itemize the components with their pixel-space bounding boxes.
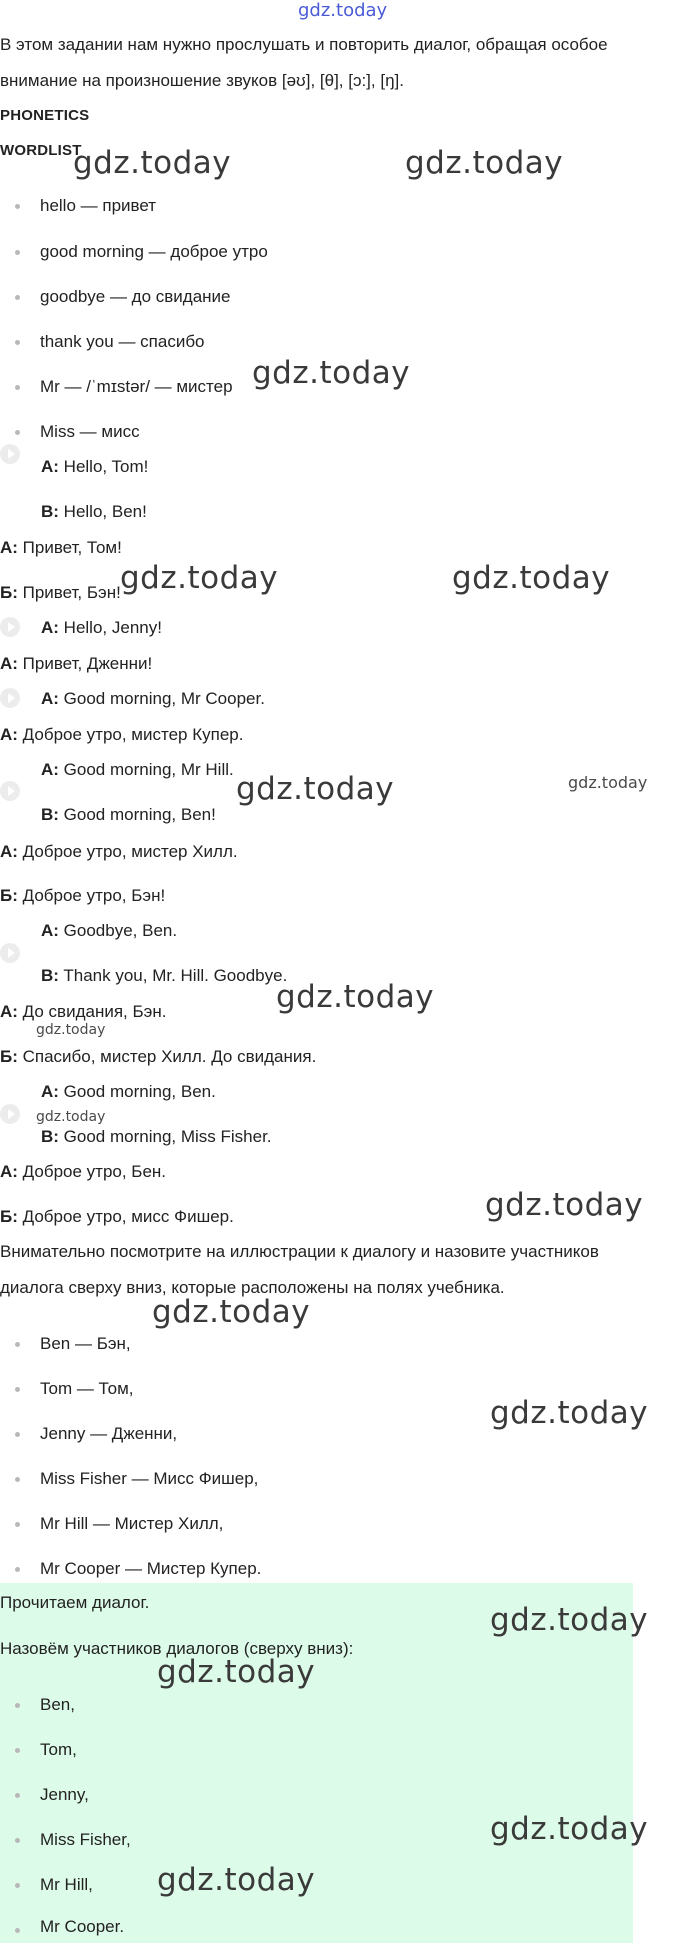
- translation-text: До свидания, Бэн.: [17, 1002, 167, 1021]
- intro-line-2: внимание на произношение звуков [əʊ], [θ], [ɔ:], [ŋ].: [0, 71, 404, 90]
- list-item: hello — привет: [40, 196, 157, 215]
- dialogue-1-translation-a: [0, 539, 122, 556]
- dialogue-3-line-a: [41, 690, 265, 707]
- speaker-label: Б:: [0, 583, 18, 602]
- list-item: Tom,: [40, 1740, 77, 1759]
- speaker-label: A:: [41, 760, 59, 779]
- play-audio-icon[interactable]: [0, 688, 20, 708]
- bullet-icon: [15, 204, 20, 209]
- dialogue-5-translation-a: [0, 1003, 166, 1020]
- bullet-icon: [15, 1928, 20, 1933]
- translation-text: Доброе утро, мистер Купер.: [17, 725, 244, 744]
- translation-text: Доброе утро, мисс Фишер.: [17, 1207, 234, 1226]
- dialogue-text: Hello, Tom!: [58, 457, 149, 476]
- watermark: gdz.today: [490, 1811, 649, 1847]
- speaker-label: B:: [41, 966, 59, 985]
- watermark: gdz.today: [276, 979, 435, 1015]
- translation-text: Доброе утро, Бэн!: [17, 886, 166, 905]
- bullet-icon: [15, 1748, 20, 1753]
- speaker-label: A:: [41, 618, 59, 637]
- dialogue-text: Good morning, Ben.: [58, 1082, 216, 1101]
- speaker-label: A:: [41, 457, 59, 476]
- bullet-icon: [15, 1883, 20, 1888]
- bullet-icon: [15, 1793, 20, 1798]
- speaker-label: А:: [0, 842, 18, 861]
- play-audio-icon[interactable]: [0, 943, 20, 963]
- intro-line-1: В этом задании нам нужно прослушать и повторить диалог, обращая особое: [0, 35, 608, 54]
- answer-line-1: Прочитаем диалог.: [0, 1593, 150, 1612]
- dialogue-3-translation-a: [0, 726, 243, 743]
- list-item: Ben,: [40, 1695, 75, 1714]
- watermark: gdz.today: [73, 145, 232, 181]
- play-audio-icon[interactable]: [0, 617, 20, 637]
- bullet-icon: [15, 295, 20, 300]
- dialogue-text: Goodbye, Ben.: [58, 921, 178, 940]
- translation-text: Привет, Дженни!: [17, 654, 153, 673]
- watermark: gdz.today: [452, 560, 611, 596]
- translation-text: Привет, Бэн!: [17, 583, 121, 602]
- speaker-label: А:: [0, 654, 18, 673]
- watermark: gdz.today: [157, 1654, 316, 1690]
- translation-text: Доброе утро, мистер Хилл.: [17, 842, 238, 861]
- dialogue-4-translation-b: [0, 887, 165, 904]
- list-item: Tom — Том,: [40, 1379, 134, 1398]
- speaker-label: B:: [41, 1127, 59, 1146]
- speaker-label: Б:: [0, 886, 18, 905]
- list-item: goodbye — до свидание: [40, 287, 231, 306]
- phonetics-heading: PHONETICS: [0, 107, 90, 124]
- list-item: Jenny — Дженни,: [40, 1424, 178, 1443]
- bullet-icon: [15, 1838, 20, 1843]
- bullet-icon: [15, 430, 20, 435]
- bullet-icon: [15, 1567, 20, 1572]
- bullet-icon: [15, 340, 20, 345]
- dialogue-6-translation-a: [0, 1163, 166, 1180]
- speaker-label: А:: [0, 1002, 18, 1021]
- bullet-icon: [15, 250, 20, 255]
- list-item: Mr Hill — Мистер Хилл,: [40, 1514, 224, 1533]
- dialogue-5-line-a: [41, 922, 177, 939]
- dialogue-5-translation-b: [0, 1048, 316, 1065]
- list-item: Mr Hill,: [40, 1875, 93, 1894]
- dialogue-4-line-a: [41, 761, 234, 778]
- bullet-icon: [15, 1522, 20, 1527]
- watermark: gdz.today: [157, 1862, 316, 1898]
- watermark: gdz.today: [568, 773, 648, 792]
- watermark: gdz.today: [252, 355, 411, 391]
- dialogue-6-line-a: [41, 1083, 216, 1100]
- watermark: gdz.today: [490, 1602, 649, 1638]
- play-audio-icon[interactable]: [0, 1104, 20, 1124]
- translation-text: Спасибо, мистер Хилл. До свидания.: [17, 1047, 317, 1066]
- watermark: gdz.today: [152, 1294, 311, 1330]
- dialogue-4-line-b: [41, 806, 216, 823]
- watermark: gdz.today: [36, 1109, 106, 1125]
- list-item: Miss Fisher — Мисс Фишер,: [40, 1469, 259, 1488]
- list-item: Mr Cooper.: [40, 1917, 125, 1936]
- illustration-task-line-2: диалога сверху вниз, которые расположены на полях учебника.: [0, 1278, 505, 1297]
- speaker-label: А:: [0, 538, 18, 557]
- dialogue-text: Hello, Ben!: [58, 502, 147, 521]
- dialogue-text: Thank you, Mr. Hill. Goodbye.: [58, 966, 288, 985]
- speaker-label: Б:: [0, 1047, 18, 1066]
- speaker-label: B:: [41, 805, 59, 824]
- translation-text: Привет, Том!: [17, 538, 122, 557]
- dialogue-text: Hello, Jenny!: [58, 618, 162, 637]
- list-item: Miss — мисс: [40, 422, 140, 441]
- speaker-label: B:: [41, 502, 59, 521]
- dialogue-2-translation-a: [0, 655, 152, 672]
- dialogue-text: Good morning, Mr Hill.: [58, 760, 234, 779]
- speaker-label: A:: [41, 921, 59, 940]
- speaker-label: А:: [0, 1162, 18, 1181]
- bullet-icon: [15, 1432, 20, 1437]
- bullet-icon: [15, 1387, 20, 1392]
- translation-text: Доброе утро, Бен.: [17, 1162, 167, 1181]
- list-item: thank you — спасибо: [40, 332, 205, 351]
- dialogue-6-translation-b: [0, 1208, 234, 1225]
- list-item: Jenny,: [40, 1785, 89, 1804]
- bullet-icon: [15, 1477, 20, 1482]
- dialogue-text: Good morning, Miss Fisher.: [58, 1127, 272, 1146]
- play-audio-icon[interactable]: [0, 444, 20, 464]
- watermark: gdz.today: [490, 1395, 649, 1431]
- answer-line-2: Назовём участников диалогов (сверху вниз):: [0, 1639, 354, 1658]
- speaker-label: A:: [41, 1082, 59, 1101]
- dialogue-2-line-a: [41, 619, 162, 636]
- watermark: gdz.today: [120, 560, 279, 596]
- dialogue-text: Good morning, Ben!: [58, 805, 216, 824]
- speaker-label: Б:: [0, 1207, 18, 1226]
- watermark-top: gdz.today: [298, 0, 388, 21]
- dialogue-1-line-a: [41, 458, 148, 475]
- speaker-label: A:: [41, 689, 59, 708]
- dialogue-1-line-b: [41, 503, 147, 520]
- bullet-icon: [15, 1703, 20, 1708]
- watermark: gdz.today: [485, 1187, 644, 1223]
- bullet-icon: [15, 385, 20, 390]
- list-item: Mr Cooper — Мистер Купер.: [40, 1559, 262, 1578]
- bullet-icon: [15, 1342, 20, 1347]
- dialogue-5-line-b: [41, 967, 287, 984]
- watermark: gdz.today: [36, 1022, 106, 1038]
- dialogue-text: Good morning, Mr Cooper.: [58, 689, 265, 708]
- wordlist-heading: WORDLIST: [0, 142, 82, 159]
- dialogue-4-translation-a: [0, 843, 238, 860]
- list-item: Mr — /ˈmɪstər/ — мистер: [40, 377, 233, 396]
- watermark: gdz.today: [405, 145, 564, 181]
- illustration-task-line-1: Внимательно посмотрите на иллюстрации к диалогу и назовите участников: [0, 1242, 599, 1261]
- list-item: Miss Fisher,: [40, 1830, 131, 1849]
- watermark: gdz.today: [236, 771, 395, 807]
- dialogue-6-line-b: [41, 1128, 272, 1145]
- speaker-label: А:: [0, 725, 18, 744]
- dialogue-1-translation-b: [0, 584, 121, 601]
- list-item: Ben — Бэн,: [40, 1334, 131, 1353]
- play-audio-icon[interactable]: [0, 781, 20, 801]
- list-item: good morning — доброе утро: [40, 242, 268, 261]
